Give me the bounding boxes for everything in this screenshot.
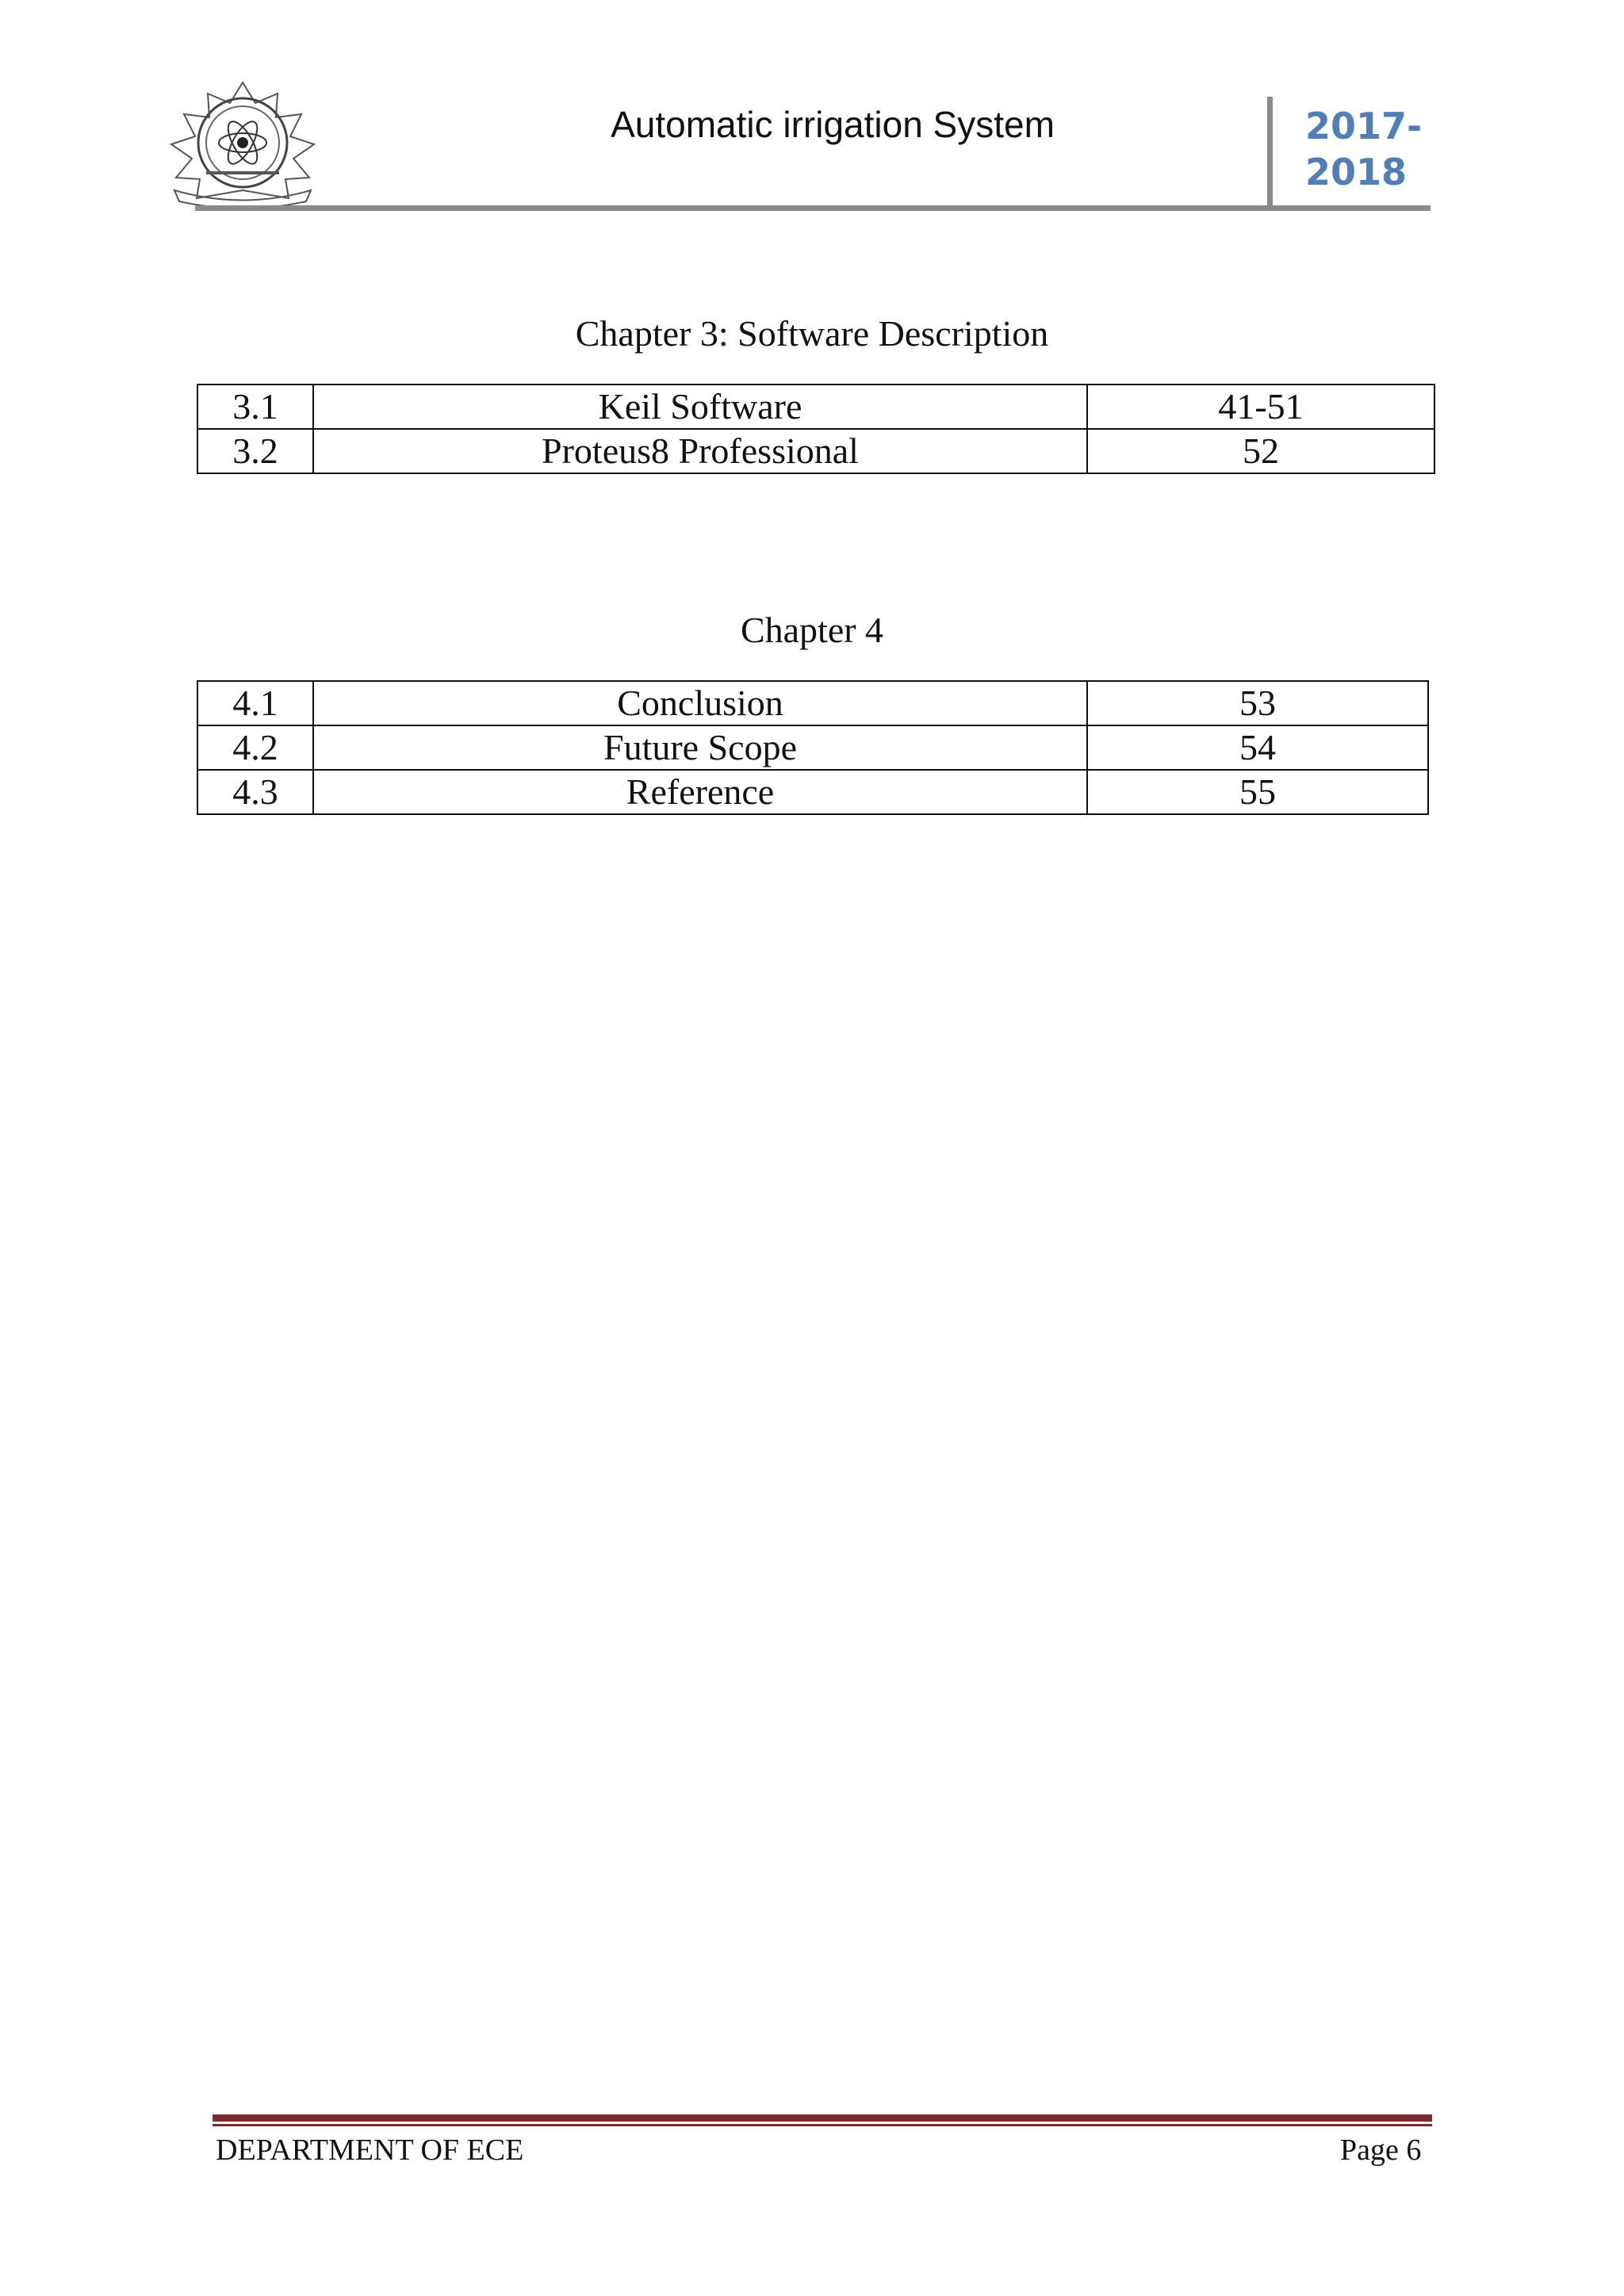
section-topic: Proteus8 Professional <box>313 429 1087 473</box>
section-page: 53 <box>1087 681 1428 725</box>
table-row <box>197 725 1428 770</box>
header-rule <box>195 205 1431 211</box>
institute-logo <box>159 79 327 208</box>
section-number: 4.3 <box>197 770 313 814</box>
chapter-3-title: Chapter 3: Software Description <box>575 313 1049 354</box>
chapter-4-toc-table <box>197 680 1429 815</box>
table-row <box>197 770 1428 814</box>
footer-rule-thick <box>213 2114 1432 2122</box>
footer-department: DEPARTMENT OF ECE <box>216 2133 524 2167</box>
table-row <box>197 681 1428 725</box>
section-topic: Conclusion <box>313 681 1087 725</box>
document-title: Automatic irrigation System <box>611 104 1055 145</box>
section-number: 4.1 <box>197 681 313 725</box>
academic-year-end: 2018 <box>1305 151 1408 193</box>
footer-rule-thin <box>213 2124 1432 2126</box>
section-page: 55 <box>1087 770 1428 814</box>
table-row <box>197 385 1434 429</box>
section-topic: Keil Software <box>313 385 1087 429</box>
section-topic: Reference <box>313 770 1087 814</box>
section-number: 3.1 <box>197 385 313 429</box>
section-number: 4.2 <box>197 725 313 770</box>
section-topic: Future Scope <box>313 725 1087 770</box>
table-row <box>197 429 1434 473</box>
chapter-4-title: Chapter 4 <box>740 610 884 650</box>
section-number: 3.2 <box>197 429 313 473</box>
academic-year-start: 2017- <box>1305 105 1423 147</box>
chapter-3-toc-table <box>197 384 1435 474</box>
footer-page-number: Page 6 <box>1340 2133 1422 2167</box>
academic-year <box>1305 103 1448 195</box>
section-page: 41-51 <box>1087 385 1434 429</box>
header-divider <box>1267 97 1273 205</box>
section-page: 52 <box>1087 429 1434 473</box>
section-page: 54 <box>1087 725 1428 770</box>
